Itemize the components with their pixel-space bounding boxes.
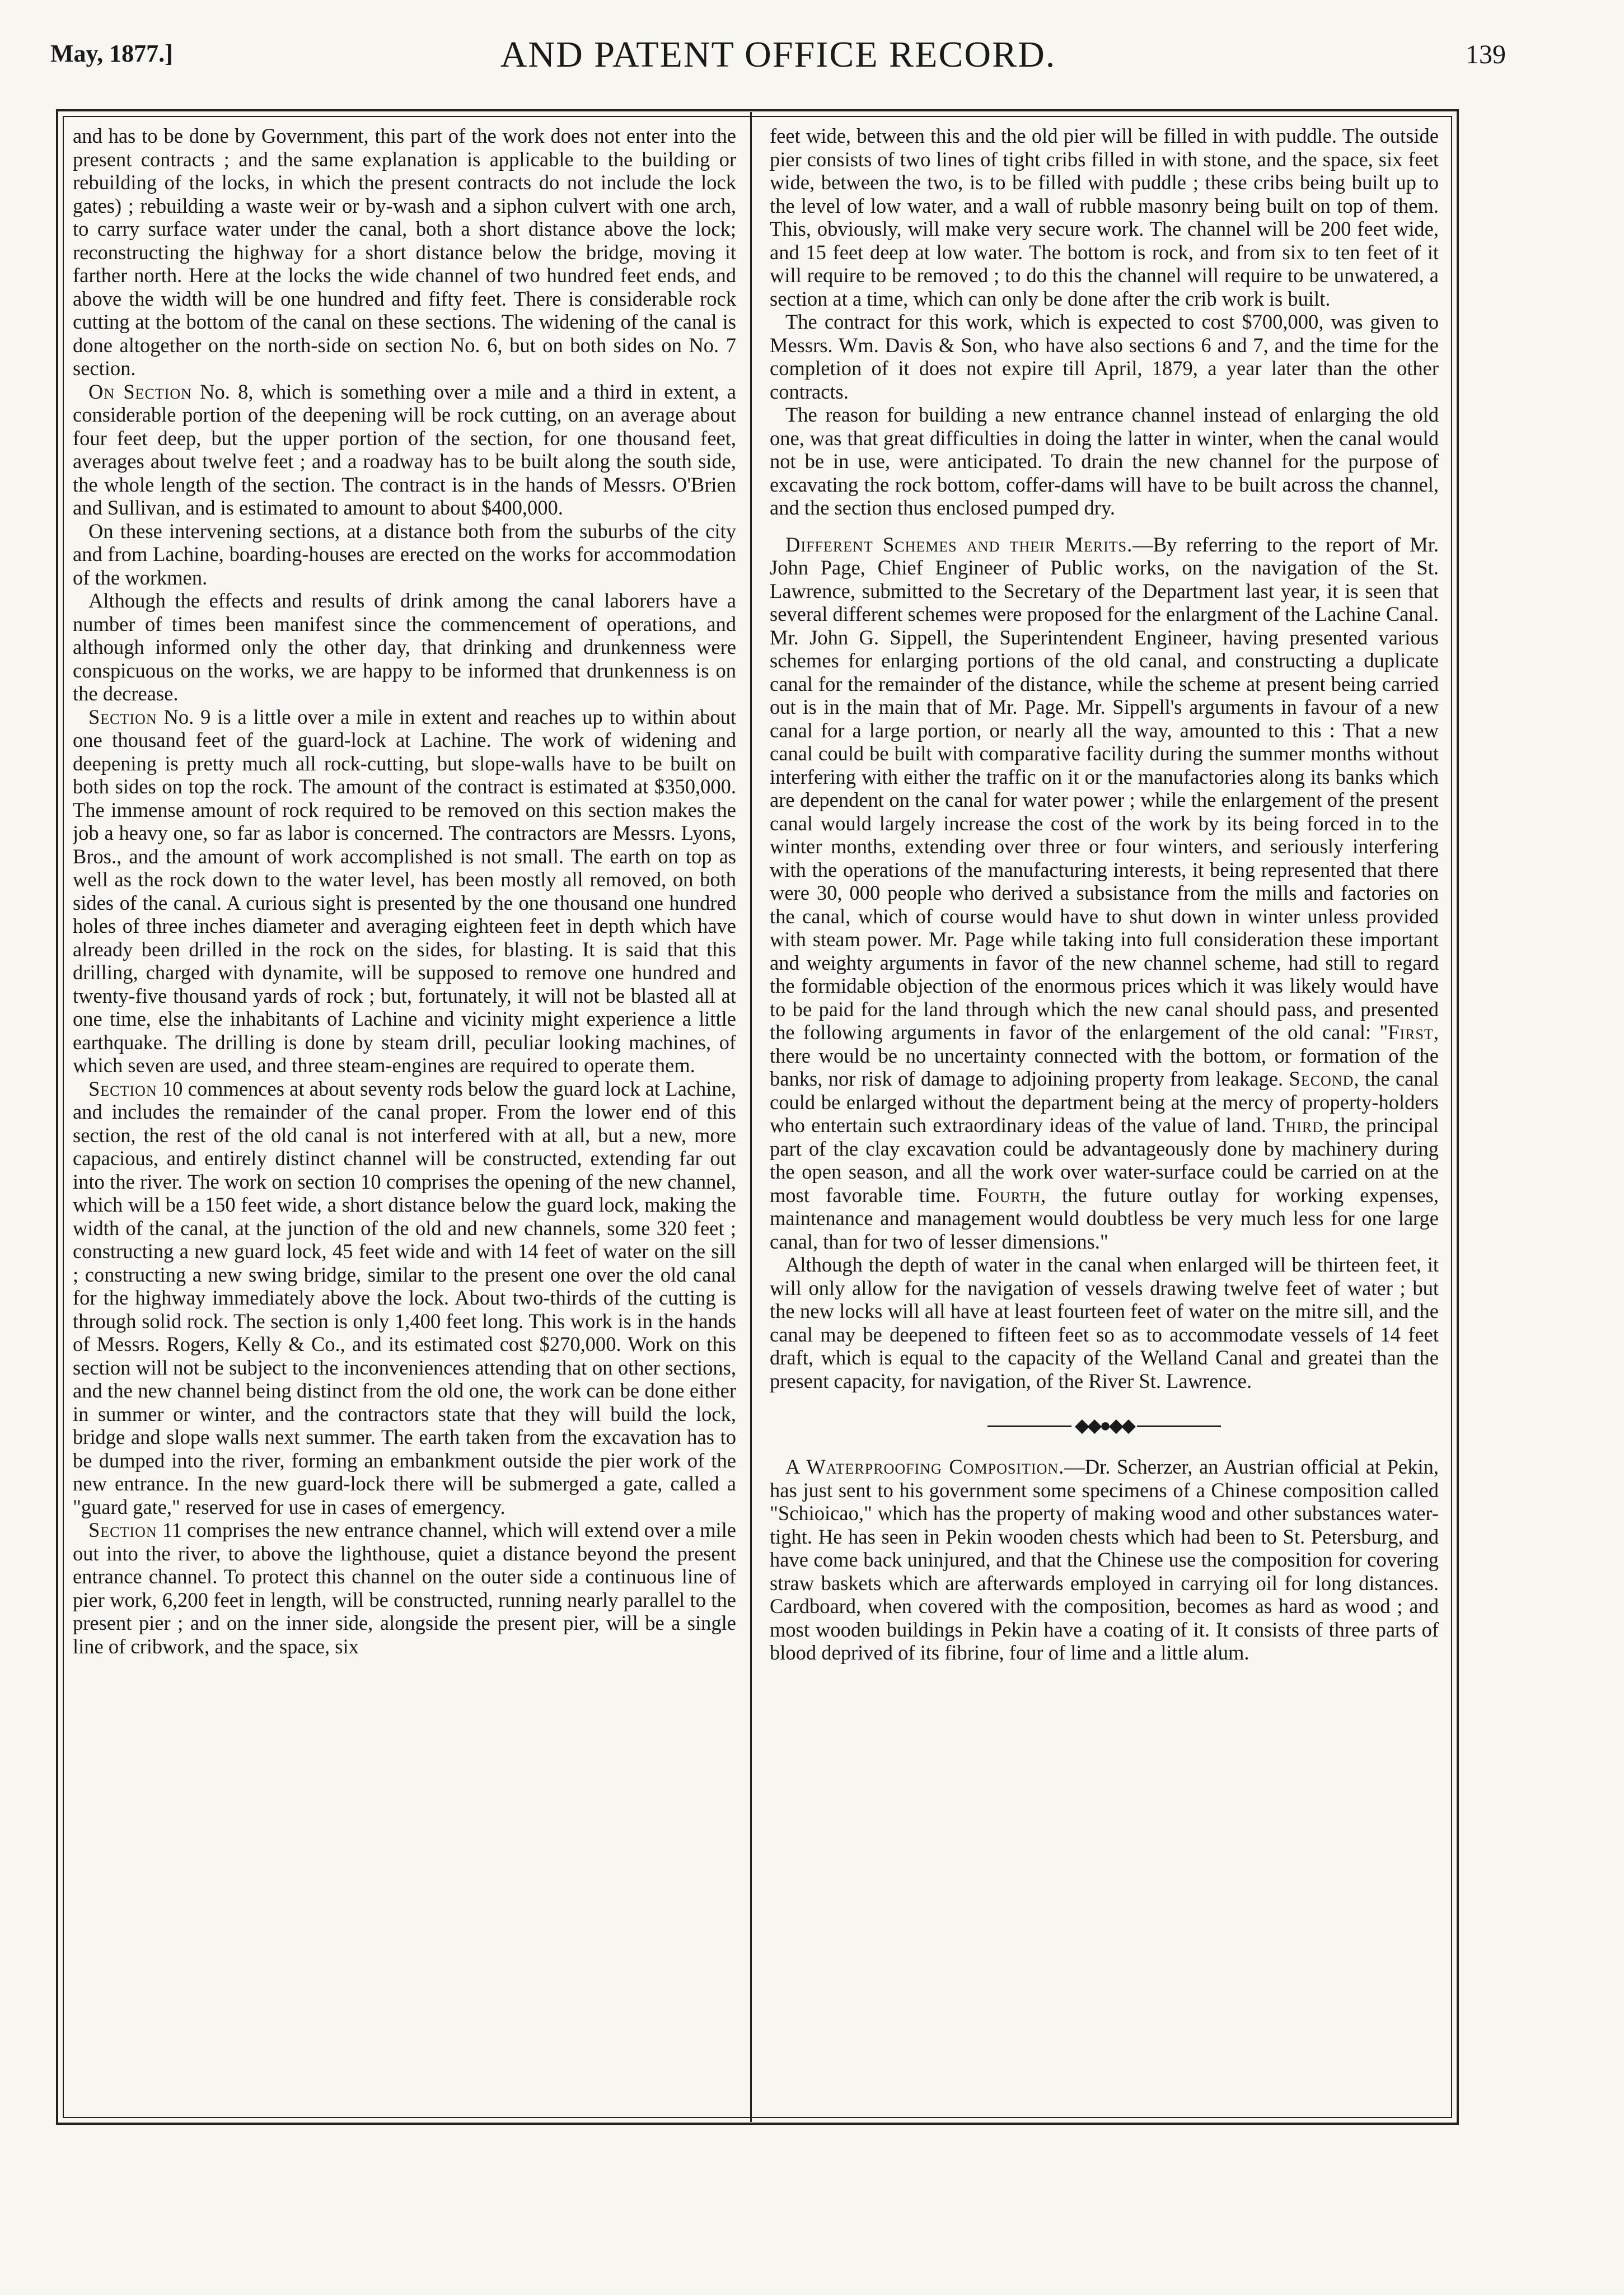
schemes-text-d: , the principal part of the clay excavation could be advantageously done by machinery during the open season, and all the work over water-surface could be carried on at the most favorable time. — [770, 1114, 1439, 1207]
paragraph-depth-of-water: Although the depth of water in the canal when enlarged will be thirteen feet, it will only allow for the navigation of vessels drawing twelve feet of water ; but the new locks will all have at least fourteen feet of water on the mitre sill, and the canal may be deepened to fifteen feet so as to accommodate vessels of 14 feet draft, which is equal to the capacity of the Welland Canal and greatei than the present capacity, for navigation, of the River St. Lawrence. — [770, 1253, 1439, 1392]
schemes-text-c: , the canal could be enlarged without the department being at the mercy of property-holders who entertain such extraordinary ideas of the value of land. — [770, 1067, 1439, 1137]
left-column — [73, 124, 736, 2112]
paragraph-contract-davis: The contract for this work, which is expected to cost $700,000, was given to Messrs. Wm. Davis & Son, who have also sections 6 and 7, and the time for the completion of it does not expire till April, 1879, a year later than the other contracts. — [770, 310, 1439, 403]
paragraph-different-schemes — [770, 533, 1439, 1254]
argument-second: Second — [1289, 1067, 1354, 1090]
page-header — [50, 34, 1506, 101]
article-heading: A Waterproofing Composition. — [785, 1455, 1065, 1478]
section-ornament — [770, 1404, 1439, 1448]
schemes-text: —By referring to the report of Mr. John Page, Chief Engineer of Public works, on the navigation of the St. Lawrence, submitted to the Secretary of the Department last year, it is seen that several different schemes were proposed for the enlargment of the Lachine Canal. Mr. John G. Sippell, the Superintendent Engineer, having presented various schemes for enlarging portions of the old canal, and constructing a duplicate canal for the remainder of the distance, while the scheme at present being carried out is in the main that of Mr. Page. Mr. Sippell's arguments in favour of a new canal for a large portion, or nearly all the way, amounted to this : That a new canal could be built with comparative facility during the summer months without interfering with either the traffic on it or the manufactories along its banks which are dependent on the canal for water power ; while the enlargement of the present canal would largely increase the cost of the work by its being forced in to the winter months, extending over three or four winters, and seriously interfering with the operations of the manufacturing interests, it being represented that there were 30, 000 people who derived a subsistance from the mills and factories on the canal, which of course would have to shut down in winter unless provided with steam power. Mr. Page while taking into full consideration these important and weighty arguments in favor of the new channel scheme, had still to regard the formidable objection of the enormous prices which it was likely would have to be paid for the land through which the new canal should pass, and presented the following arguments in favor of the enlargement of the old canal: " — [770, 532, 1439, 1044]
article-heading: Different Schemes and their Merits. — [785, 532, 1133, 556]
paragraph-boarding-houses: On these intervening sections, at a distance both from the suburbs of the city and from Lachine, boarding-houses are erected on the works for accommodation of the workmen. — [73, 519, 736, 589]
paragraph-section-8 — [73, 380, 736, 520]
paragraph-section-11 — [73, 1518, 736, 1658]
section-lead: Section — [88, 1077, 157, 1100]
page-number: 139 — [1466, 40, 1506, 69]
section-lead: On Section — [88, 380, 192, 403]
ornament-glyph: ◆◆●◆◆ — [1074, 1415, 1134, 1437]
running-title: AND PATENT OFFICE RECORD. — [500, 34, 1056, 75]
paragraph-waterproofing — [770, 1455, 1439, 1665]
waterproofing-text: —Dr. Scherzer, an Austrian official at Pekin, has just sent to his government some specimens of a Chinese composition called "Schioicao," which has the property of making wood and other substances water-tight. He has seen in Pekin wooden chests which had been to St. Petersburg, and have come back uninjured, and that the Chinese use the composition for covering straw baskets which are afterwards employed in carrying oil for long distances. Cardboard, when covered with the composition, becomes as hard as wood ; and most wooden buildings in Pekin have a coating of it. It consists of three parts of blood deprived of its fibrine, four of lime and a little alum. — [770, 1455, 1439, 1664]
paragraph-reason-new-channel: The reason for building a new entrance channel instead of enlarging the old one, was that great difficulties in doing the latter in winter, when the canal would not be in use, were anticipated. To drain the new channel for the purpose of excavating the rock bottom, coffer-dams will have to be built across the channel, and the section thus enclosed pumped dry. — [770, 403, 1439, 519]
paragraph-entrance-piers: feet wide, between this and the old pier will be filled in with puddle. The outside pier consists of two lines of tight cribs filled in with stone, and the space, six feet wide, between the two, is to be filled with puddle ; these cribs being built up to the level of low water, and a wall of rubble masonry being built on top of them. This, obviously, will make very secure work. The channel will be 200 feet wide, and 15 feet deep at low water. The bottom is rock, and from six to ten feet of it will require to be removed ; to do this the channel will require to be unwatered, a section at a time, which can only be done after the crib work is built. — [770, 124, 1439, 310]
right-column — [770, 124, 1439, 2112]
argument-fourth: Fourth — [976, 1183, 1041, 1207]
section-10-text: 10 commences at about seventy rods below the guard lock at Lachine, and includes the remainder of the canal proper. From the lower end of this section, the rest of the old canal is not interfered with at all, but a new, more capacious, and entirely distinct channel will be constructed, extending far out into the river. The work on section 10 comprises the opening of the new channel, which will be a 150 feet wide, a short distance below the guard lock, making the width of the canal, at the junction of the old and new channels, some 320 feet ; constructing a new guard lock, 45 feet wide and with 14 feet of water on the sill ; constructing a new swing bridge, similar to the present one over the old canal for the highway immediately above the lock. About two-thirds of the cutting is through solid rock. The section is only 1,400 feet long. This work is in the hands of Messrs. Rogers, Kelly & Co., and its estimated cost $270,000. Work on this section will not be subject to the inconveniences attending that on other sections, and the new channel being distinct from the old one, the work can be done either in summer or winter, and the contractors state that they will build the lock, bridge and slope walls next summer. The earth taken from the excavation has to be dumped into the river, forming an embankment outside the pier work of the new entrance. In the new guard-lock there will be submerged a gate, called a "guard gate," reserved for use in cases of emergency. — [73, 1077, 736, 1518]
section-lead: Section — [88, 1518, 157, 1541]
issue-date: May, 1877.] — [50, 40, 173, 67]
argument-third: Third — [1272, 1114, 1323, 1137]
paragraph-section-10 — [73, 1077, 736, 1519]
ornament-rule-right — [1137, 1425, 1221, 1427]
schemes-text-b: , there would be no uncertainty connected with the bottom, or formation of the banks, nor risk of damage to adjoining property from leakage. — [770, 1021, 1439, 1090]
argument-first: First — [1388, 1021, 1434, 1044]
ornament-rule-left — [987, 1425, 1071, 1427]
schemes-text-e: , the future outlay for working expenses, maintenance and management would doubtless be very much less for one large canal, than for two of lesser dimensions." — [770, 1183, 1439, 1253]
section-8-text: No. 8, which is something over a mile and a third in extent, a considerable portion of the deepening will be rock cutting, on an average about four feet deep, but the upper portion of the section, for one thousand feet, averages about twelve feet ; and a roadway has to be built along the south side, the whole length of the section. The contract is in the hands of Messrs. O'Brien and Sullivan, and is estimated to amount to about $400,000. — [73, 380, 736, 519]
paragraph-section-9 — [73, 705, 736, 1077]
section-11-text: 11 comprises the new entrance channel, which will extend over a mile out into the river, to above the lighthouse, quiet a distance beyond the present entrance channel. To protect this channel on the outer side a continuous line of pier work, 6,200 feet in length, will be constructed, running nearly parallel to the present pier ; and on the inner side, alongside the present pier, will be a single line of cribwork, and the space, six — [73, 1518, 736, 1658]
spacer — [770, 520, 1439, 533]
section-9-text: No. 9 is a little over a mile in extent and reaches up to within about one thousand feet of the guard-lock at Lachine. The work of widening and deepening is pretty much all rock-cutting, but slope-walls have to be built on both sides on top the rock. The amount of the contract is estimated at $350,000. The immense amount of rock required to be removed on this section makes the job a heavy one, so far as labor is concerned. The contractors are Messrs. Lyons, Bros., and the amount of work accomplished is not small. The earth on top as well as the rock down to the water level, has been mostly all removed, on both sides of the canal. A curious sight is presented by the one thousand one hundred holes of three inches diameter and averaging eighteen feet in depth which have already been drilled in the rock on the sides, for blasting. It is said that this drilling, charged with dynamite, will be supposed to remove one hundred and twenty-five thousand yards of rock ; but, fortunately, it will not be blasted all at one time, else the inhabitants of Lachine and vicinity might experience a little earthquake. The drilling is done by steam drill, peculiar looking machines, of which seven are used, and three steam-engines are required to operate them. — [73, 705, 736, 1077]
paragraph-sections-6-7: and has to be done by Government, this part of the work does not enter into the present contracts ; and the same explanation is applicable to the building or rebuilding of the locks, in which the present contracts do not include the lock gates) ; rebuilding a waste weir or by-wash and a siphon culvert with one arch, to carry surface water under the canal, both a short distance above the lock; reconstructing the highway for a short distance below the bridge, moving it farther north. Here at the locks the wide channel of two hundred feet ends, and above the width will be one hundred and fifty feet. There is considerable rock cutting at the bottom of the canal on these sections. The widening of the canal is done altogether on the north-side on section No. 6, but on both sides on No. 7 section. — [73, 124, 736, 380]
section-lead: Section — [88, 705, 157, 728]
paragraph-drink: Although the effects and results of drink among the canal laborers have a number of times been manifest since the commencement of operations, and although informed only the other day, that drinking and drunkenness were conspicuous on the works, we are happy to be informed that drunkenness is on the decrease. — [73, 589, 736, 705]
column-divider — [750, 112, 752, 2122]
